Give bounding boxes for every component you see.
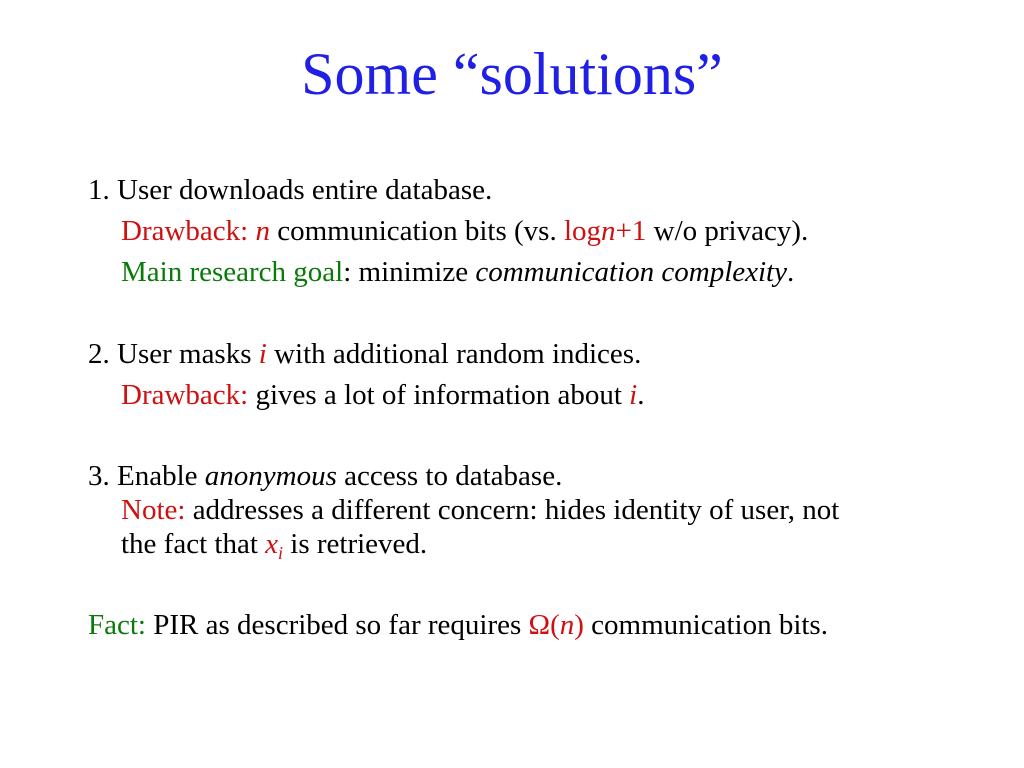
item1-plus-one: +1 — [615, 215, 647, 247]
fact-text: PIR as described so far requires — [153, 609, 529, 641]
item3-note-label: Note: — [121, 494, 193, 526]
item3-text-end: access to database. — [336, 460, 563, 492]
item3-line3-start: the fact that — [121, 528, 266, 560]
item1-drawback-text1: communication bits (vs. — [269, 215, 564, 247]
item1-drawback-line — [121, 214, 808, 248]
item2-drawback-text: gives a lot of information about — [255, 379, 630, 411]
fact-end: communication bits. — [583, 609, 828, 641]
item1-text: 1. User downloads entire database. — [88, 174, 493, 206]
item2-drawback-end: . — [637, 379, 645, 411]
item1-goal-end: . — [786, 256, 795, 288]
item1-line1 — [88, 173, 492, 207]
fact-n: n — [559, 609, 575, 641]
fact-line — [88, 608, 828, 642]
item2-line1 — [88, 337, 641, 371]
item3-x: x — [265, 528, 278, 560]
slide-title: Some “solutions” — [301, 41, 723, 107]
item3-text-start: 3. Enable — [88, 460, 205, 492]
item2-drawback-line — [121, 378, 644, 412]
fact-omega: Ω( — [528, 609, 560, 641]
item3-note-line — [121, 493, 839, 527]
item1-goal-line — [121, 255, 794, 289]
item3-note-text: addresses a different concern: hides identity of user, not — [192, 494, 840, 526]
fact-close: ) — [574, 609, 584, 641]
item3-sub-i: i — [278, 543, 284, 563]
item3-line3-end: is retrieved. — [283, 528, 428, 560]
item1-drawback-text2: w/o privacy). — [646, 215, 809, 247]
item1-drawback-label: Drawback: — [121, 215, 256, 247]
item1-goal-label: Main research goal — [121, 256, 344, 288]
item1-logn-n: n — [601, 215, 616, 247]
fact-label: Fact: — [88, 609, 154, 641]
item3-line3 — [121, 527, 427, 561]
item2-i: i — [258, 338, 267, 370]
item2-text-end: with additional random indices. — [266, 338, 642, 370]
item2-drawback-label: Drawback: — [121, 379, 256, 411]
item1-goal-term: communication complexity — [475, 256, 787, 288]
item1-n: n — [255, 215, 270, 247]
item2-i2: i — [629, 379, 638, 411]
item1-goal-text: : minimize — [343, 256, 476, 288]
item3-line1 — [88, 459, 562, 493]
item1-log: log — [563, 215, 602, 247]
item3-anonymous: anonymous — [204, 460, 337, 492]
item2-text-start: 2. User masks — [88, 338, 259, 370]
